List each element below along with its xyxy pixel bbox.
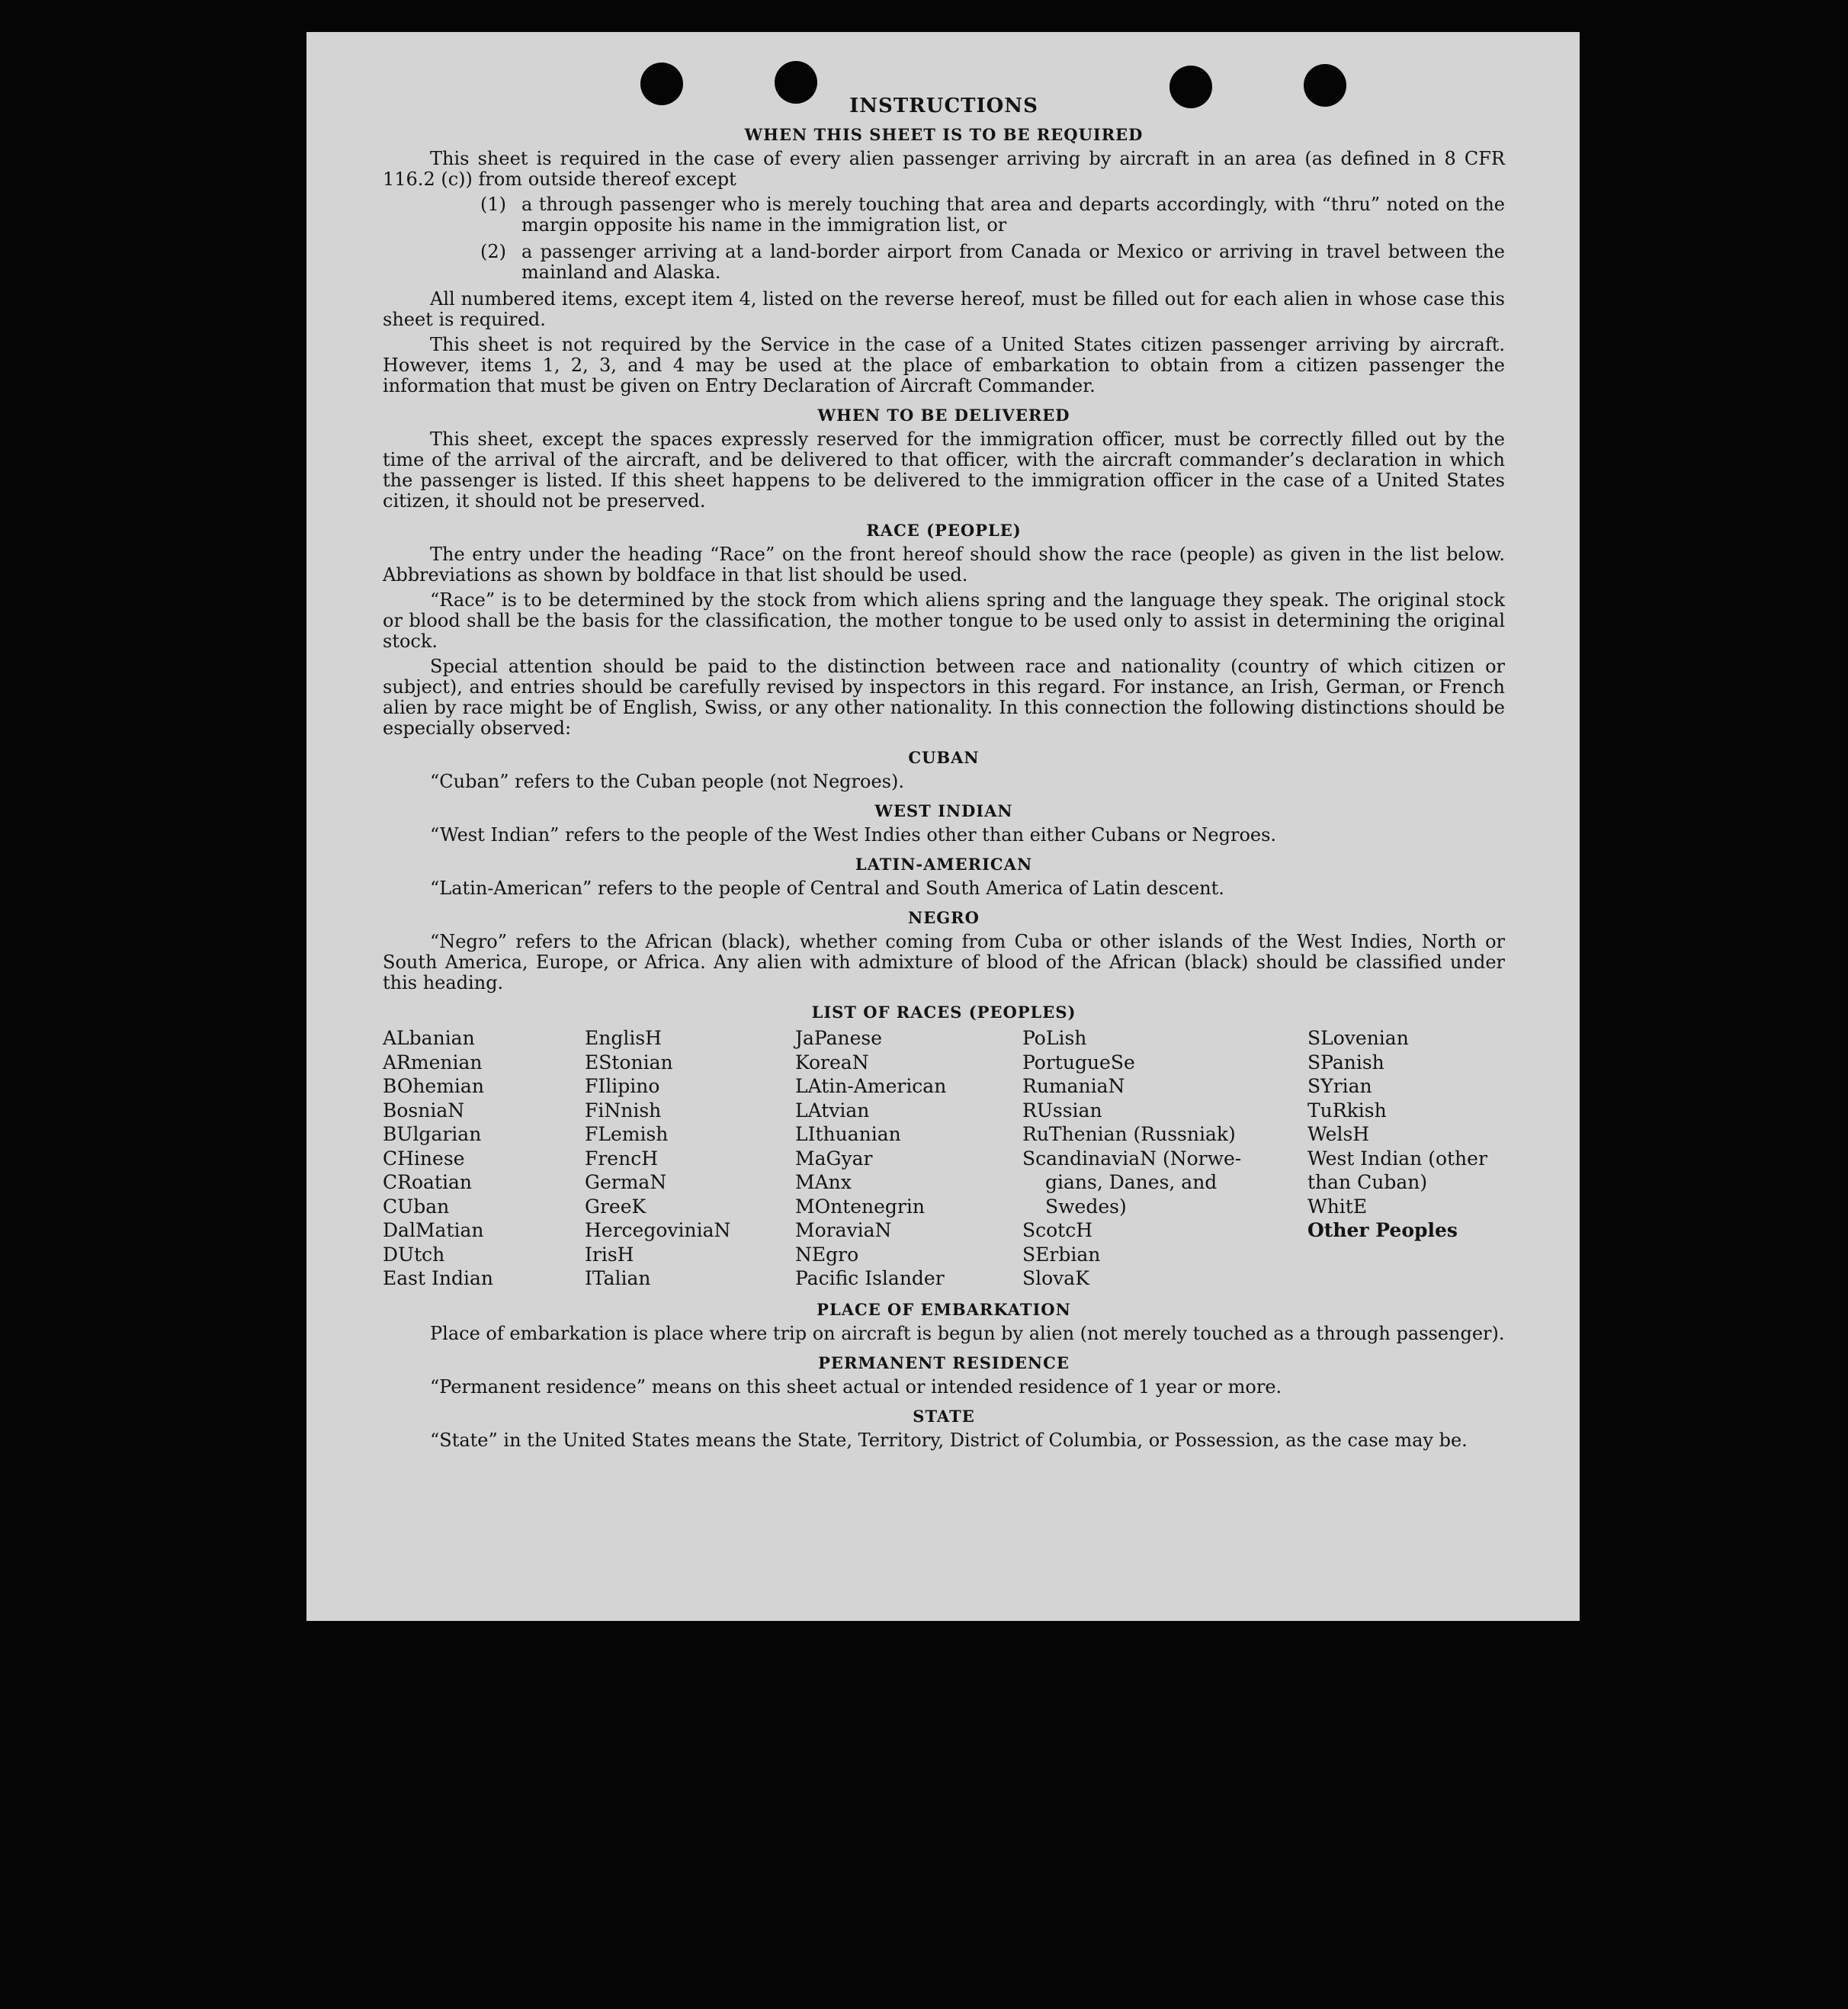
race-entry: WelsH [1307, 1123, 1370, 1145]
races-column-2 [585, 1026, 795, 1291]
item-number: (1) [480, 194, 506, 215]
race-entry: MOntenegrin [795, 1195, 925, 1218]
paragraph-race-2: “Race” is to be determined by the stock from which aliens spring and the language they speak. The original stock or blood shall be the basis for the classification, the mother tongue to be used only to assist in determining the original stock. [383, 589, 1505, 652]
race-entry: EStonian [585, 1051, 673, 1073]
definition-cuban: “Cuban” refers to the Cuban people (not Negroes). [430, 771, 904, 792]
race-entry: ScotcH [1022, 1219, 1093, 1241]
punch-hole [775, 61, 817, 104]
page-title: INSTRUCTIONS [849, 95, 1038, 117]
race-entry: ALbanian [383, 1027, 475, 1049]
paragraph-state: “State” in the United States means the State, Territory, District of Columbia, or Possession, as the case may be. [430, 1429, 1468, 1451]
race-entry: RuThenian (Russniak) [1022, 1123, 1236, 1145]
document-page [306, 32, 1580, 1621]
races-column-4 [1022, 1026, 1307, 1291]
race-entry: LAtin-American [795, 1075, 947, 1097]
race-entry: HercegoviniaN [585, 1219, 731, 1241]
race-entry: East Indian [383, 1267, 493, 1289]
paragraph-residence: “Permanent residence” means on this sheet actual or intended residence of 1 year or more. [430, 1375, 1282, 1398]
race-entry: ARmenian [383, 1051, 483, 1073]
heading-list-of-races: LIST OF RACES (PEOPLES) [811, 1003, 1076, 1022]
race-entry: DUtch [383, 1243, 445, 1266]
heading-embarkation: PLACE OF EMBARKATION [817, 1299, 1071, 1319]
heading-residence: PERMANENT RESIDENCE [818, 1353, 1070, 1372]
item-text: a through passenger who is merely touching that area and departs accordingly, with “thru” noted on the margin opposite his name in the immigration list, or [521, 194, 1505, 236]
race-entry: CHinese [383, 1147, 465, 1170]
item-number: (2) [480, 241, 506, 262]
heading-negro: NEGRO [908, 908, 980, 927]
race-entry: CUban [383, 1195, 450, 1218]
race-entry: BUlgarian [383, 1123, 482, 1145]
race-entry: NEgro [795, 1243, 859, 1266]
race-entry: BOhemian [383, 1075, 484, 1097]
race-entry: JaPanese [795, 1027, 883, 1049]
race-entry: MoraviaN [795, 1219, 892, 1241]
heading-race: RACE (PEOPLE) [866, 521, 1022, 540]
race-entry: SlovaK [1022, 1267, 1089, 1289]
race-entry: DalMatian [383, 1219, 484, 1241]
race-entry: FiNnish [585, 1099, 662, 1122]
races-column-3 [795, 1026, 1022, 1291]
heading-west-indian: WEST INDIAN [874, 801, 1013, 820]
races-column-5 [1307, 1026, 1505, 1291]
punch-hole [1304, 64, 1346, 107]
race-entry: KoreaN [795, 1051, 869, 1073]
race-entry: Other Peoples [1307, 1219, 1458, 1241]
paragraph-race-3: Special attention should be paid to the distinction between race and nationality (country of which citizen or subject), and entries should be carefully revised by inspectors in this regard. For instance, an Irish, German, or French alien by race might be of English, Swiss, or any other nationality. In this connection the following distinctions should be especially observed: [383, 656, 1505, 739]
definition-negro: “Negro” refers to the African (black), whether coming from Cuba or other islands of the West Indies, North or South America, Europe, or Africa. Any alien with admixture of blood of the African (black) should be classified under this heading. [383, 931, 1505, 993]
heading-delivered: WHEN TO BE DELIVERED [817, 406, 1070, 425]
paragraph-race-1: The entry under the heading “Race” on the front hereof should show the race (people) as given in the list below. Abbreviations as shown by boldface in that list should be used. [383, 544, 1505, 586]
heading-required: WHEN THIS SHEET IS TO BE REQUIRED [744, 125, 1144, 144]
definition-latin-american: “Latin-American” refers to the people of Central and South America of Latin descent. [430, 878, 1224, 899]
race-entry: BosniaN [383, 1099, 465, 1122]
race-entry: FrencH [585, 1147, 658, 1170]
race-entry: than Cuban) [1307, 1171, 1428, 1193]
race-entry: FIlipino [585, 1075, 660, 1097]
punch-hole [1169, 66, 1212, 108]
race-entry: ITalian [585, 1267, 651, 1289]
race-entry: Swedes) [1045, 1195, 1127, 1218]
race-entry: RumaniaN [1022, 1075, 1125, 1097]
definition-west-indian: “West Indian” refers to the people of the West Indies other than either Cubans or Negroes. [430, 824, 1277, 846]
races-column-1 [383, 1026, 585, 1291]
paragraph-delivered: This sheet, except the spaces expressly reserved for the immigration officer, must be correctly filled out by the time of the arrival of the aircraft, and be delivered to that officer, with the aircraft commander’s declaration in which the passenger is listed. If this sheet happens to be delivered to the immigration officer in the case of a United States citizen, it should not be preserved. [383, 428, 1505, 512]
race-entry: West Indian (other [1307, 1147, 1487, 1170]
race-entry: TuRkish [1307, 1099, 1387, 1122]
heading-state: STATE [913, 1406, 975, 1426]
paragraph-citizen: This sheet is not required by the Service in the case of a United States citizen passenger arriving by aircraft. However, items 1, 2, 3, and 4 may be used at the place of embarkation to obtain from a citizen passenger the information that must be given on Entry Declaration of Aircraft Commander. [383, 334, 1505, 396]
paragraph-embarkation: Place of embarkation is place where trip on aircraft is begun by alien (not merely touched as a through passenger). [430, 1322, 1505, 1344]
paragraph-numbered-items: All numbered items, except item 4, listed on the reverse hereof, must be filled out for each alien in whose case this sheet is required. [383, 288, 1505, 330]
races-list [383, 1026, 1505, 1291]
race-entry: GreeK [585, 1195, 646, 1218]
punch-hole [640, 63, 683, 105]
race-entry: IrisH [585, 1243, 634, 1266]
race-entry: ScandinaviaN (Norwe- [1022, 1147, 1242, 1170]
race-entry: PortugueSe [1022, 1051, 1135, 1073]
race-entry: gians, Danes, and [1045, 1171, 1218, 1193]
race-entry: SErbian [1022, 1243, 1101, 1266]
race-entry: WhitE [1307, 1195, 1368, 1218]
race-entry: SPanish [1307, 1051, 1384, 1073]
heading-cuban: CUBAN [908, 748, 980, 767]
race-entry: FLemish [585, 1123, 669, 1145]
race-entry: Pacific Islander [795, 1267, 945, 1289]
heading-latin-american: LATIN-AMERICAN [855, 855, 1033, 874]
race-entry: LAtvian [795, 1099, 870, 1122]
paragraph-required-intro: This sheet is required in the case of every alien passenger arriving by aircraft in an area (as defined in 8 CFR 116.2 (c)) from outside thereof except [383, 148, 1505, 190]
race-entry: CRoatian [383, 1171, 472, 1193]
race-entry: SYrian [1307, 1075, 1372, 1097]
item-text: a passenger arriving at a land-border airport from Canada or Mexico or arriving in travel between the mainland and Alaska. [521, 241, 1505, 283]
race-entry: MaGyar [795, 1147, 873, 1170]
race-entry: LIthuanian [795, 1123, 901, 1145]
race-entry: PoLish [1022, 1027, 1087, 1049]
race-entry: MAnx [795, 1171, 852, 1193]
list-item [480, 242, 1505, 283]
race-entry: GermaN [585, 1171, 667, 1193]
race-entry: EnglisH [585, 1027, 662, 1049]
race-entry: RUssian [1022, 1099, 1102, 1122]
list-item [480, 194, 1505, 236]
race-entry: SLovenian [1307, 1027, 1409, 1049]
